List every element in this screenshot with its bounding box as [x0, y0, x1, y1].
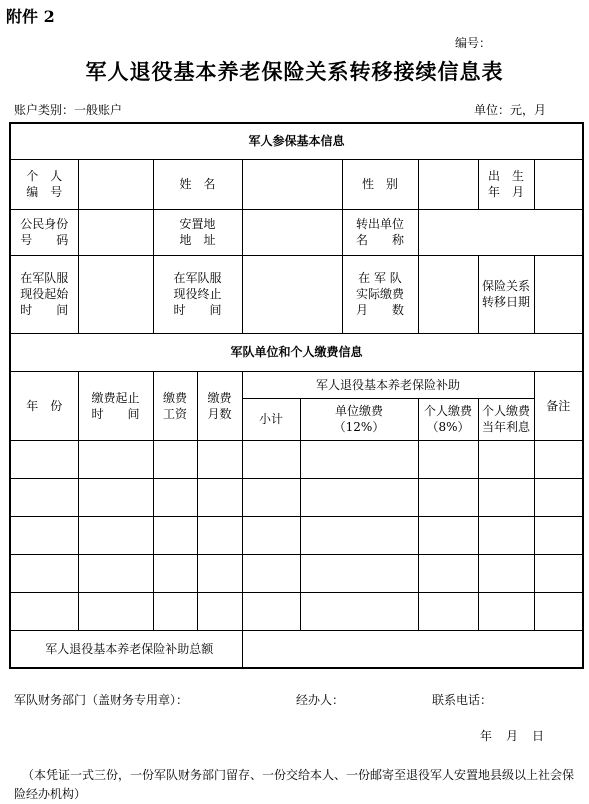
table-row	[10, 440, 583, 478]
finance-dept-label: 军队财务部门（盖财务专用章）：	[14, 693, 189, 707]
value-name[interactable]	[242, 159, 342, 209]
total-value[interactable]	[242, 630, 583, 668]
section-row-basic	[10, 123, 583, 159]
cell-unit-pay[interactable]	[300, 516, 418, 554]
header-unit-pay: 单位缴费 （12%）	[300, 398, 418, 440]
label-birth: 出 生 年 月	[478, 159, 534, 209]
cell-subtotal[interactable]	[242, 478, 300, 516]
header-personal-pay: 个人缴费 （8%）	[418, 398, 478, 440]
cell-year[interactable]	[10, 516, 78, 554]
header-year: 年 份	[10, 371, 78, 440]
cell-wage[interactable]	[153, 592, 197, 630]
info-table	[9, 122, 584, 669]
cell-subtotal[interactable]	[242, 554, 300, 592]
basic-row-3	[10, 255, 583, 333]
label-transfer-date: 保险关系 转移日期	[478, 255, 534, 333]
cell-months[interactable]	[197, 478, 242, 516]
cell-remark[interactable]	[534, 478, 583, 516]
cell-subtotal[interactable]	[242, 440, 300, 478]
cell-period[interactable]	[78, 440, 153, 478]
total-label: 军人退役基本养老保险补助总额	[10, 630, 242, 668]
cell-interest[interactable]	[478, 516, 534, 554]
label-name: 姓 名	[153, 159, 242, 209]
cell-unit-pay[interactable]	[300, 592, 418, 630]
header-months: 缴费 月数	[197, 371, 242, 440]
basic-row-2	[10, 209, 583, 255]
date-label: 年 月 日	[480, 729, 546, 743]
table-row	[10, 592, 583, 630]
unit-label: 单位：元，月	[474, 103, 547, 117]
cell-months[interactable]	[197, 516, 242, 554]
label-id-no: 公民身份 号 码	[10, 209, 78, 255]
cell-wage[interactable]	[153, 440, 197, 478]
cell-months[interactable]	[197, 592, 242, 630]
cell-remark[interactable]	[534, 440, 583, 478]
cell-interest[interactable]	[478, 554, 534, 592]
value-gender[interactable]	[418, 159, 478, 209]
cell-unit-pay[interactable]	[300, 554, 418, 592]
value-service-start[interactable]	[78, 255, 153, 333]
cell-period[interactable]	[78, 554, 153, 592]
label-personal-no: 个 人 编 号	[10, 159, 78, 209]
cell-months[interactable]	[197, 554, 242, 592]
cell-personal-pay[interactable]	[418, 440, 478, 478]
cell-unit-pay[interactable]	[300, 478, 418, 516]
cell-period[interactable]	[78, 516, 153, 554]
serial-number-label: 编号：	[455, 36, 492, 50]
value-id-no[interactable]	[78, 209, 153, 255]
header-subsidy-group: 军人退役基本养老保险补助	[242, 371, 534, 398]
value-service-end[interactable]	[242, 255, 342, 333]
form-title: 军人退役基本养老保险关系转移接续信息表	[85, 59, 504, 84]
cell-subtotal[interactable]	[242, 592, 300, 630]
cell-remark[interactable]	[534, 516, 583, 554]
footnote: （本凭证一式三份，一份军队财务部门留存、一份交给本人、一份邮寄至退役军人安置地县级以上社会保险经办机构）	[14, 768, 575, 801]
payment-header-row-1	[10, 371, 583, 398]
cell-remark[interactable]	[534, 554, 583, 592]
section-row-payment	[10, 333, 583, 371]
value-birth[interactable]	[534, 159, 583, 209]
cell-year[interactable]	[10, 478, 78, 516]
phone-label: 联系电话：	[432, 693, 493, 707]
cell-unit-pay[interactable]	[300, 440, 418, 478]
label-resettle-address: 安置地 地 址	[153, 209, 242, 255]
label-actual-months: 在 军 队 实际缴费 月 数	[342, 255, 418, 333]
cell-months[interactable]	[197, 440, 242, 478]
header-wage: 缴费 工资	[153, 371, 197, 440]
attachment-label: 附件 2	[6, 7, 55, 26]
basic-row-1	[10, 159, 583, 209]
cell-remark[interactable]	[534, 592, 583, 630]
cell-interest[interactable]	[478, 478, 534, 516]
cell-period[interactable]	[78, 478, 153, 516]
value-personal-no[interactable]	[78, 159, 153, 209]
cell-period[interactable]	[78, 592, 153, 630]
cell-year[interactable]	[10, 592, 78, 630]
label-service-start: 在军队服 现役起始 时 间	[10, 255, 78, 333]
cell-interest[interactable]	[478, 440, 534, 478]
header-remark: 备注	[534, 371, 583, 440]
label-service-end: 在军队服 现役终止 时 间	[153, 255, 242, 333]
cell-wage[interactable]	[153, 516, 197, 554]
header-subtotal: 小计	[242, 398, 300, 440]
cell-personal-pay[interactable]	[418, 478, 478, 516]
table-row	[10, 554, 583, 592]
label-transfer-unit: 转出单位 名 称	[342, 209, 418, 255]
total-row	[10, 630, 583, 668]
section-title-basic: 军人参保基本信息	[10, 123, 583, 159]
header-period: 缴费起止 时 间	[78, 371, 153, 440]
value-actual-months[interactable]	[418, 255, 478, 333]
section-title-payment: 军队单位和个人缴费信息	[10, 333, 583, 371]
cell-personal-pay[interactable]	[418, 554, 478, 592]
cell-wage[interactable]	[153, 554, 197, 592]
table-row	[10, 516, 583, 554]
value-transfer-unit[interactable]	[418, 209, 583, 255]
label-gender: 性 别	[342, 159, 418, 209]
cell-personal-pay[interactable]	[418, 592, 478, 630]
cell-year[interactable]	[10, 554, 78, 592]
handler-label: 经办人：	[296, 693, 345, 707]
value-resettle-address[interactable]	[242, 209, 342, 255]
cell-wage[interactable]	[153, 478, 197, 516]
cell-interest[interactable]	[478, 592, 534, 630]
value-transfer-date[interactable]	[534, 255, 583, 333]
account-type-label: 账户类别：一般账户	[14, 103, 123, 117]
cell-subtotal[interactable]	[242, 516, 300, 554]
header-interest: 个人缴费 当年利息	[478, 398, 534, 440]
cell-year[interactable]	[10, 440, 78, 478]
cell-personal-pay[interactable]	[418, 516, 478, 554]
table-row	[10, 478, 583, 516]
